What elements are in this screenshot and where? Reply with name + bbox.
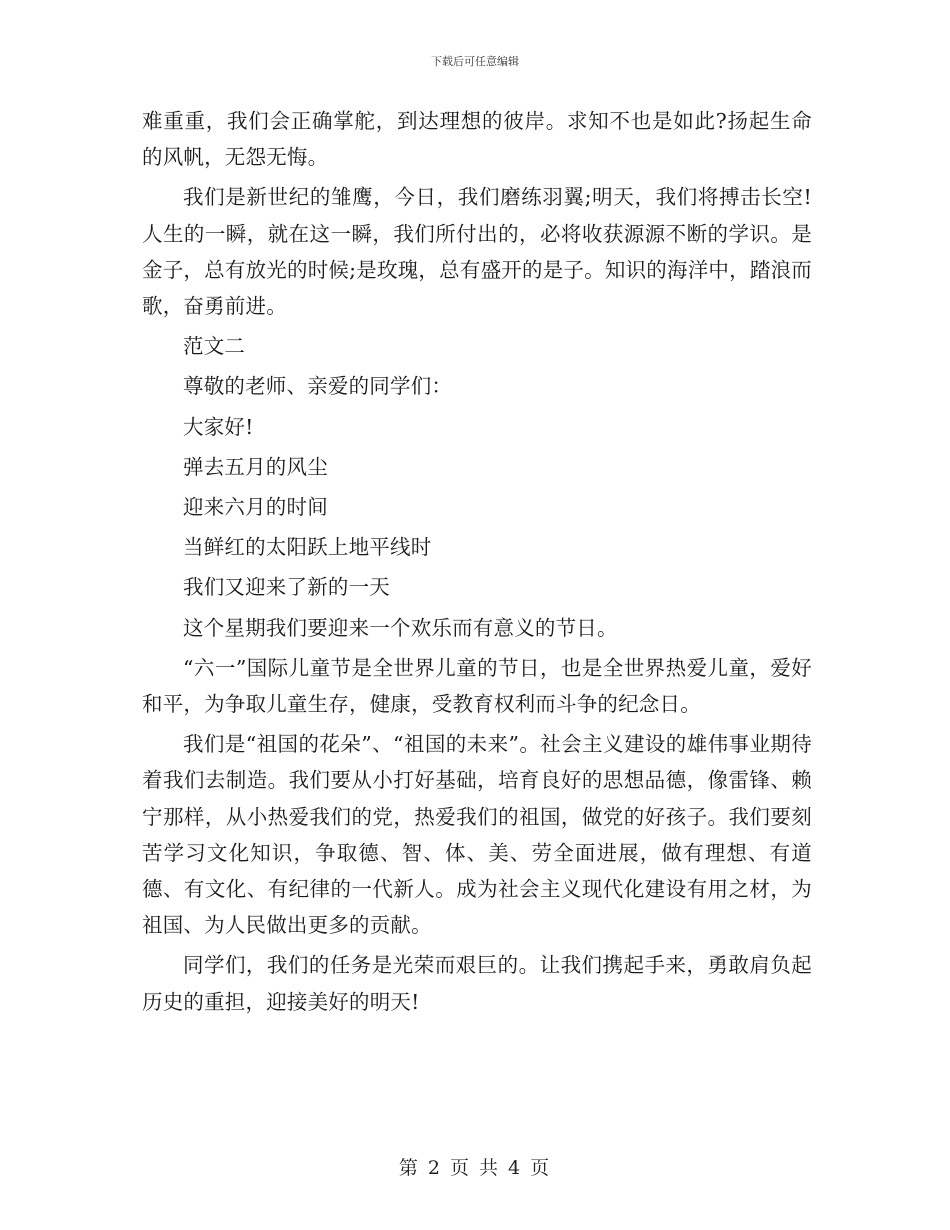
verse-line: 迎来六月的时间 [183, 495, 328, 520]
paragraph: 难重重，我们会正确掌舵，到达理想的彼岸。求知不也是如此?扬起生命的风帆，无怨无悔。 [142, 109, 812, 170]
paragraph: “六一”国际儿童节是全世界儿童的节日，也是全世界热爱儿童，爱好和平，为争取儿童生存，健康，受教育权利而斗争的纪念日。 [142, 655, 812, 717]
page-header: 下载后可任意编辑 [431, 55, 519, 68]
document-body [142, 103, 812, 1020]
paragraph: 我们是“祖国的花朵”、“祖国的未来”。社会主义建设的雄伟事业期待着我们去制造。我们要从小打好基础，培育良好的思想品德，像雷锋、赖宁那样，从小热爱我们的党，热爱我们的祖国，做党的好孩子。我们要刻苦学习文化知识，争取德、智、体、美、劳全面进展，做有理想、有道德、有文化、有纪律的一代新人。成为社会主义现代化建设有用之材，为祖国、为人民做出更多的贡献。 [142, 732, 812, 938]
paragraph: 我们是新世纪的雏鹰，今日，我们磨练羽翼;明天，我们将搏击长空!人生的一瞬，就在这一瞬，我们所付出的，必将收获源源不断的学识。是金子，总有放光的时候;是玫瑰，总有盛开的是子。知识的海洋中，踏浪而歌，奋勇前进。 [142, 185, 812, 319]
paragraph: 同学们，我们的任务是光荣而艰巨的。让我们携起手来，勇敢肩负起历史的重担，迎接美好的明天! [142, 953, 812, 1014]
section-title: 范文二 [183, 334, 246, 359]
verse-line: 弹去五月的风尘 [183, 454, 328, 479]
verse-line: 我们又迎来了新的一天 [183, 575, 390, 600]
paragraph: 这个星期我们要迎来一个欢乐而有意义的节日。 [183, 615, 618, 640]
verse-line: 当鲜红的太阳跃上地平线时 [183, 535, 432, 560]
greeting: 大家好! [183, 414, 254, 439]
page-footer: 第 2 页 共 4 页 [398, 1157, 552, 1179]
salutation: 尊敬的老师、亲爱的同学们： [183, 374, 453, 399]
